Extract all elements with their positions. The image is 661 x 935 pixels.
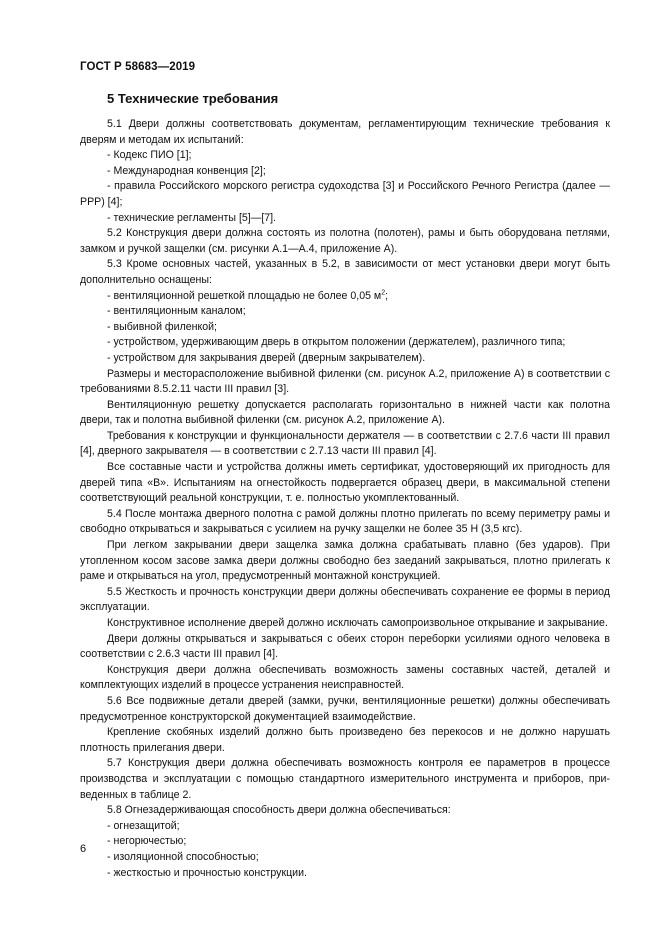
list-item: - устройством для закрывания дверей (дверным закрывателем). [107,351,426,364]
paragraph-5-2: 5.2 Конструкция двери должна состоять из полотна (полотен), рамы и быть оборудована петлями, замком и ручкой защелки (см. рисунки А.1—А.4, приложение А). [80,227,610,255]
section-title: 5 Технические требования [107,91,279,106]
paragraph: При легком закрывании двери защелка замка должна срабатывать плавно (без ударов). При утопленном косом засове замка двери должны свободно без заеданий закрываться, плотно прилегать к раме и открываться на угол, предусмотренный монтажной конструкцией. [80,539,610,583]
paragraph: Требования к конструкции и функциональности держателя — в соответствии с 2.7.6 части III правил [4], дверного закрывателя — в соответствии с 2.7.13 части III правил [4]. [80,429,610,458]
list-item: - Кодекс ПИО [1]; [107,149,192,162]
paragraph: Крепление скобяных изделий должно быть произведено без перекосов и не должно нарушать плотность прилегания двери. [80,726,610,754]
paragraph-5-1: 5.1 Двери должны соответствовать документам, регламентирующим технические требования к дверям и методам их испытаний: [80,118,610,146]
paragraph: Двери должны открываться и закрываться с обеих сторон переборки усилиями одного человека в соответствии с 2.6.3 части III правил [4]. [80,632,610,661]
list-item: - технические регламенты [5]—[7]. [107,211,277,224]
paragraph-5-3: 5.3 Кроме основных частей, указанных в 5.2, в зависимости от мест установки двери могут быть дополнительно оснащены: [80,258,610,286]
list-item: - устройством, удерживающим дверь в открытом положении (держателем), различного типа; [107,336,566,349]
paragraph-5-7: 5.7 Конструкция двери должна обеспечивать возможность контроля ее параметров в процессе производства и эксплуатации с помощью стандартного измерительного инструмента и приборов, приведенных в таблице 2. [80,757,610,801]
list-item: - огнезащитой; [107,819,180,832]
paragraph: Вентиляционную решетку допускается располагать горизонтально в нижней части как полотна двери, так и полотна выбивной филенки (см. рисунок А.2, приложение А). [80,398,610,427]
paragraph-5-4: 5.4 После монтажа дверного полотна с рамой должны плотно прилегать по всему периметру рамы и свободно открываться и закрываться с усилием на ручку защелки не более 35 Н (3,5 кгс). [80,507,610,536]
list-item: - Международная конвенция [2]; [107,164,266,177]
list-item-text: - вентиляционной решеткой площадью не более 0,05 м [107,289,382,302]
page-number: 6 [80,843,87,855]
paragraph-5-5: 5.5 Жесткость и прочность конструкции двери должны обеспечивать сохранение ее формы в период эксплуатации. [80,585,610,614]
paragraph: Конструктивное исполнение дверей должно исключать самопроизвольное открывание и закрывание. [107,617,608,629]
list-item: - изоляционной способностью; [107,850,259,863]
paragraph-5-8: 5.8 Огнезадерживающая способность двери должна обеспечиваться: [107,804,451,817]
list-item: - вентиляционным каналом; [107,305,246,318]
superscript: 2 [381,289,386,296]
list-item [80,289,610,305]
section-body [80,117,610,881]
list-item: - жесткостью и прочностью конструкции. [107,866,307,879]
paragraph: Конструкция двери должна обеспечивать возможность замены составных частей, деталей и комплектующих изделий в процессе устранения неисправностей. [80,663,610,692]
paragraph: Все составные части и устройства должны иметь сертификат, удостоверяющий их пригодность для дверей типа «В». Испытаниям на огнестойкость подвергается образец двери, в максимальной степени соответствующий реальной конструкции, т. е. полностью укомплектованный. [80,461,610,505]
list-item: - правила Российского морского регистра судоходства [3] и Российского Речного Регистра (далее — РРР) [4]; [80,180,610,208]
paragraph: Размеры и месторасположение выбивной филенки (см. рисунок А.2, приложение А) в соответствии с требованиями 8.5.2.11 части III правил [3]. [80,367,610,396]
paragraph-5-6: 5.6 Все подвижные детали дверей (замки, ручки, вентиляционные решетки) должны обеспечивать предусмотренное конструкторской документацией взаимодействие. [80,694,610,723]
list-item-punct: ; [385,289,389,302]
standard-header: ГОСТ Р 58683—2019 [80,61,196,73]
list-item: - негорючестью; [107,835,187,848]
list-item: - выбивной филенкой; [107,320,217,333]
